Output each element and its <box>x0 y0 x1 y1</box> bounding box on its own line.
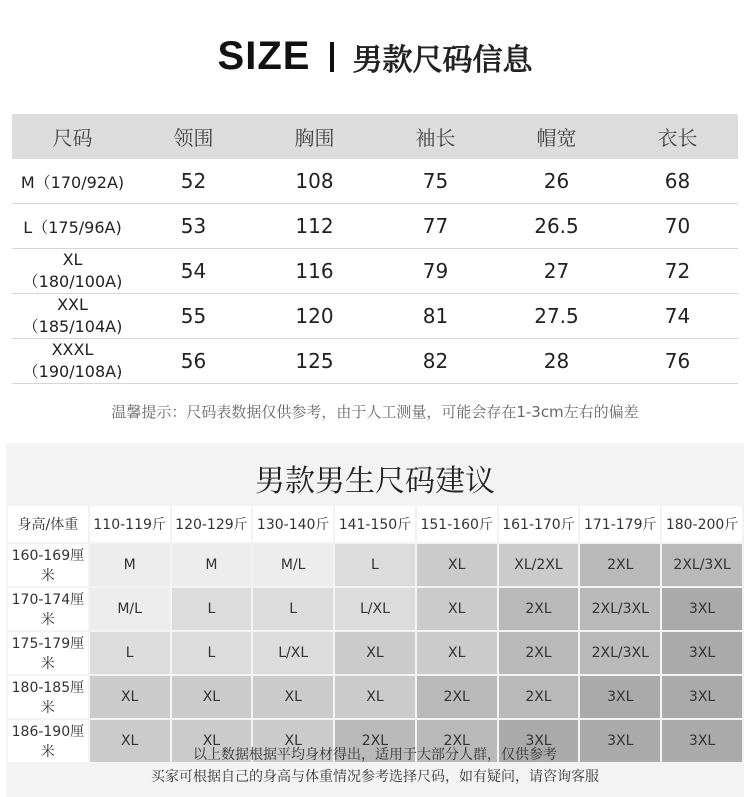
size-cell: XL（180/100A) <box>12 249 133 294</box>
table-row <box>12 204 738 249</box>
size-suggestion-cell: 3XL <box>662 676 742 718</box>
size-cell: XXL（185/104A) <box>12 294 133 339</box>
size-suggestion-cell: XL <box>253 720 333 762</box>
size-suggestion-cell: 2XL <box>580 544 660 586</box>
table-row <box>12 294 738 339</box>
recommendation-title: 男款男生尺码建议 <box>255 464 495 499</box>
recommendation-header-row <box>8 506 742 542</box>
corner-label: 身高/体重 <box>8 506 88 542</box>
footer-note <box>0 744 750 788</box>
size-suggestion-cell: 2XL <box>335 720 415 762</box>
header-length: 衣长 <box>617 114 738 159</box>
size-table <box>12 114 738 384</box>
size-suggestion-cell: 3XL <box>662 632 742 674</box>
collar-cell: 55 <box>133 294 254 339</box>
sleeve-cell: 81 <box>375 294 496 339</box>
collar-cell: 54 <box>133 249 254 294</box>
sleeve-cell: 75 <box>375 159 496 204</box>
size-suggestion-cell: XL <box>417 544 497 586</box>
size-suggestion-cell: M <box>172 544 252 586</box>
size-suggestion-cell: 3XL <box>662 588 742 630</box>
size-suggestion-cell: 3XL <box>580 676 660 718</box>
hood-cell: 27 <box>496 249 617 294</box>
size-suggestion-cell: 2XL <box>417 720 497 762</box>
hood-cell: 27.5 <box>496 294 617 339</box>
size-suggestion-cell: L/XL <box>335 588 415 630</box>
height-label: 175-179厘米 <box>8 632 88 674</box>
weight-header: 180-200斤 <box>662 506 742 542</box>
height-label: 186-190厘米 <box>8 720 88 762</box>
size-suggestion-cell: 2XL/3XL <box>580 632 660 674</box>
size-suggestion-cell: 3XL <box>662 720 742 762</box>
footer-line-2: 买家可根据自己的身高与体重情况参考选择尺码，如有疑问，请咨询客服 <box>151 769 599 785</box>
chest-cell: 112 <box>254 204 375 249</box>
chest-cell: 120 <box>254 294 375 339</box>
title-subtitle: 男款尺码信息 <box>352 42 533 78</box>
height-label: 160-169厘米 <box>8 544 88 586</box>
table-row <box>12 339 738 384</box>
size-suggestion-cell: M <box>90 544 170 586</box>
chest-cell: 108 <box>254 159 375 204</box>
length-cell: 74 <box>617 294 738 339</box>
sleeve-cell: 77 <box>375 204 496 249</box>
size-suggestion-cell: 2XL <box>417 676 497 718</box>
recommendation-row <box>8 588 742 630</box>
length-cell: 70 <box>617 204 738 249</box>
measurement-tip: 温馨提示：尺码表数据仅供参考，由于人工测量，可能会存在1-3cm左右的偏差 <box>111 403 639 421</box>
size-suggestion-cell: XL <box>335 676 415 718</box>
header-chest: 胸围 <box>254 114 375 159</box>
hood-cell: 26 <box>496 159 617 204</box>
height-label: 180-185厘米 <box>8 676 88 718</box>
weight-header: 141-150斤 <box>335 506 415 542</box>
header-hood-width: 帽宽 <box>496 114 617 159</box>
size-suggestion-cell: XL <box>90 676 170 718</box>
size-cell: M（170/92A) <box>12 159 133 204</box>
hood-cell: 26.5 <box>496 204 617 249</box>
sleeve-cell: 82 <box>375 339 496 384</box>
size-suggestion-cell: XL <box>172 720 252 762</box>
weight-header: 120-129斤 <box>172 506 252 542</box>
size-suggestion-cell: L <box>253 588 333 630</box>
weight-header: 161-170斤 <box>499 506 579 542</box>
size-suggestion-cell: XL <box>172 676 252 718</box>
header-size: 尺码 <box>12 114 133 159</box>
collar-cell: 52 <box>133 159 254 204</box>
recommendation-row <box>8 676 742 718</box>
weight-header: 171-179斤 <box>580 506 660 542</box>
collar-cell: 56 <box>133 339 254 384</box>
hood-cell: 28 <box>496 339 617 384</box>
sleeve-cell: 79 <box>375 249 496 294</box>
size-suggestion-cell: L <box>172 632 252 674</box>
size-suggestion-cell: L <box>90 632 170 674</box>
size-suggestion-cell: L <box>172 588 252 630</box>
size-suggestion-cell: XL/2XL <box>499 544 579 586</box>
size-suggestion-cell: 2XL <box>499 632 579 674</box>
recommendation-row <box>8 632 742 674</box>
collar-cell: 53 <box>133 204 254 249</box>
title-size: SIZE <box>217 34 311 78</box>
size-suggestion-cell: 2XL <box>499 588 579 630</box>
chest-cell: 125 <box>254 339 375 384</box>
size-suggestion-cell: L/XL <box>253 632 333 674</box>
weight-header: 151-160斤 <box>417 506 497 542</box>
page-title <box>0 34 750 79</box>
height-label: 170-174厘米 <box>8 588 88 630</box>
header-sleeve: 袖长 <box>375 114 496 159</box>
chest-cell: 116 <box>254 249 375 294</box>
table-row <box>12 249 738 294</box>
recommendation-row <box>8 544 742 586</box>
size-suggestion-cell: XL <box>417 632 497 674</box>
title-divider <box>330 42 334 72</box>
size-suggestion-cell: XL <box>90 720 170 762</box>
header-collar: 领围 <box>133 114 254 159</box>
size-suggestion-cell: 3XL <box>499 720 579 762</box>
length-cell: 76 <box>617 339 738 384</box>
table-row <box>12 159 738 204</box>
size-suggestion-cell: L <box>335 544 415 586</box>
size-suggestion-cell: XL <box>253 676 333 718</box>
footer-line-1: 以上数据根据平均身材得出，适用于大部分人群，仅供参考 <box>193 747 557 763</box>
weight-header: 110-119斤 <box>90 506 170 542</box>
size-suggestion-cell: 2XL <box>499 676 579 718</box>
weight-header: 130-140斤 <box>253 506 333 542</box>
size-suggestion-cell: XL <box>417 588 497 630</box>
size-suggestion-cell: 2XL/3XL <box>662 544 742 586</box>
size-cell: XXXL（190/108A) <box>12 339 133 384</box>
size-cell: L（175/96A) <box>12 204 133 249</box>
size-suggestion-cell: M/L <box>253 544 333 586</box>
size-table-header <box>12 114 738 159</box>
size-suggestion-cell: M/L <box>90 588 170 630</box>
size-suggestion-cell: 2XL/3XL <box>580 588 660 630</box>
size-suggestion-cell: XL <box>335 632 415 674</box>
size-suggestion-cell: 3XL <box>580 720 660 762</box>
recommendation-table <box>6 504 744 764</box>
length-cell: 68 <box>617 159 738 204</box>
length-cell: 72 <box>617 249 738 294</box>
